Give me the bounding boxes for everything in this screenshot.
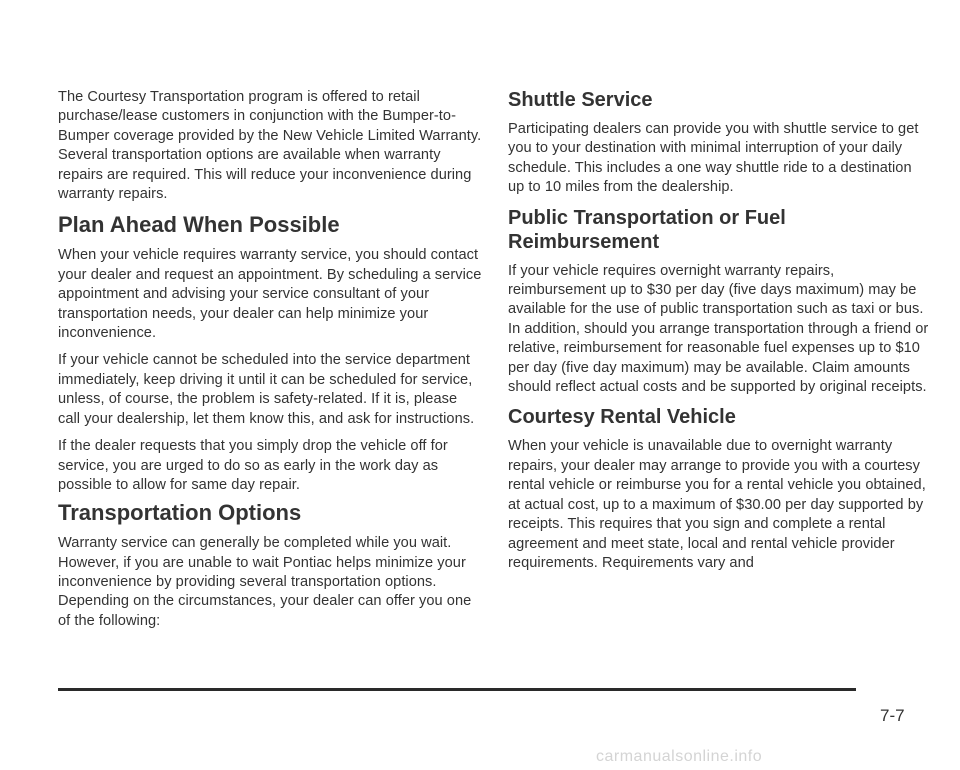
transportation-options-heading: Transportation Options <box>58 500 302 526</box>
plan-ahead-paragraph-1: When your vehicle requires warranty service, you should contact your dealer and request an appointment. By scheduling a service appointment and advising your service consultant of your transportation needs, your dealer can help minimize your inconvenience. <box>58 247 482 342</box>
footer-rule <box>58 688 856 691</box>
page-number: 7-7 <box>880 706 905 725</box>
right-column <box>508 88 932 581</box>
public-transportation-heading: Public Transportation or Fuel Reimbursement <box>508 206 786 253</box>
left-column <box>58 88 482 639</box>
intro-paragraph: The Courtesy Transportation program is offered to retail purchase/lease customers in conjunction with the Bumper-to-Bumper coverage provided by the New Vehicle Limited Warranty. Several transportation options are available when warranty repairs are required. This will reduce your inconvenience during warranty repairs. <box>58 89 482 203</box>
plan-ahead-paragraph-3: If the dealer requests that you simply drop the vehicle off for service, you are urged to do so as early in the work day as possible to allow for same day repair. <box>58 438 448 493</box>
courtesy-rental-paragraph: When your vehicle is unavailable due to overnight warranty repairs, your dealer may arrange to provide you with a courtesy rental vehicle or reimburse you for a rental vehicle you obtained, at actual cost, up to a maximum of $30.00 per day supported by receipts. This requires that you sign and complete a rental agreement and meet state, local and rental vehicle provider requirements. Requirements vary and <box>508 438 926 571</box>
watermark: carmanualsonline.info <box>596 748 763 765</box>
public-transportation-paragraph: If your vehicle requires overnight warranty repairs, reimbursement up to $30 per day (five days maximum) may be available for the use of public transportation such as taxi or bus. In addition, should you arrange transportation through a friend or relative, reimbursement for reasonable fuel expenses up to $10 per day (five day maximum) may be available. Claim amounts should reflect actual costs and be supported by original receipts. <box>508 262 929 396</box>
shuttle-service-heading: Shuttle Service <box>508 89 653 111</box>
shuttle-service-paragraph: Participating dealers can provide you with shuttle service to get you to your destination with minimal interruption of your daily schedule. This includes a one way shuttle ride to a destination up to 10 miles from the dealership. <box>508 121 919 196</box>
plan-ahead-heading: Plan Ahead When Possible <box>58 212 340 238</box>
plan-ahead-paragraph-2: If your vehicle cannot be scheduled into the service department immediately, keep driving it until it can be scheduled for service, unless, of course, the problem is safety-related. If it is, please call your dealership, let them know this, and ask for instructions. <box>58 352 475 427</box>
courtesy-rental-heading: Courtesy Rental Vehicle <box>508 406 736 429</box>
transportation-options-paragraph: Warranty service can generally be completed while you wait. However, if you are unable to wait Pontiac helps minimize your inconvenience by providing several transportation options. Depending on the circumstances, your dealer can offer you one of the following: <box>58 535 472 629</box>
